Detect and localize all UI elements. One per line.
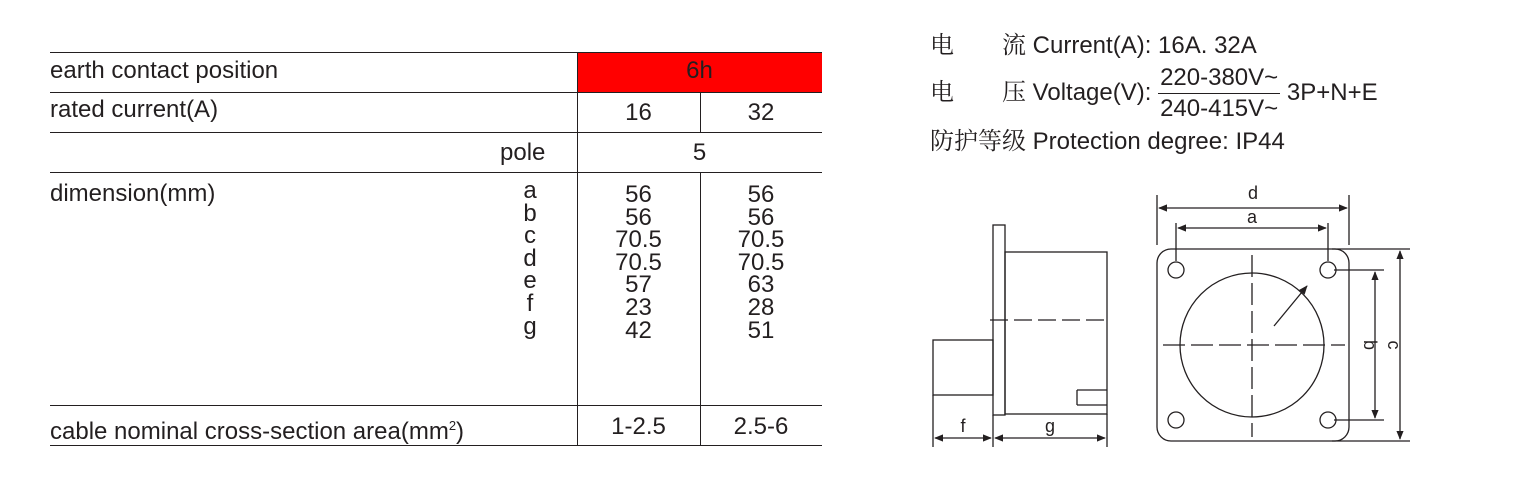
earth-contact-value: 6h xyxy=(686,57,713,84)
dimension-value: 56 xyxy=(747,181,775,208)
mounting-hole xyxy=(1320,412,1336,428)
dimension-value: 56 xyxy=(625,203,652,231)
dimension-value: 63 xyxy=(747,271,775,299)
rated-current-32: 32 xyxy=(747,99,775,126)
dimension-value: 51 xyxy=(747,316,775,344)
table-rule xyxy=(50,52,822,53)
front-view xyxy=(1157,195,1410,441)
voltage-config: 3P+N+E xyxy=(1286,78,1378,106)
voltage-cn-label: 电 压 xyxy=(930,77,1026,106)
rated-current-16: 16 xyxy=(625,99,652,126)
cable-area-16: 1-2.5 xyxy=(611,413,666,440)
table-rule xyxy=(50,172,822,173)
dimension-value: 56 xyxy=(625,181,652,208)
front-view-radius-pointer xyxy=(1274,286,1307,326)
earth-contact-label: earth contact position xyxy=(50,57,279,84)
table-rule xyxy=(50,405,822,406)
mounting-hole xyxy=(1320,262,1336,278)
dimension-value: 70.5 xyxy=(737,226,785,254)
side-view-cable-stub xyxy=(933,340,993,395)
protection-en-label: Protection degree: IP44 xyxy=(1032,128,1285,155)
table-rule xyxy=(50,445,822,446)
table-rule xyxy=(50,132,822,133)
dimension-value: 28 xyxy=(747,293,775,321)
cable-area-close: ) xyxy=(456,418,465,445)
dimension-letter: d xyxy=(523,244,537,272)
dimension-value: 42 xyxy=(625,316,652,344)
dimension-letter: b xyxy=(523,199,537,227)
current-spec xyxy=(930,30,1378,61)
dimension-value: 70.5 xyxy=(615,226,662,254)
dimension-letter: c xyxy=(524,222,536,250)
spec-table xyxy=(50,0,822,488)
dimension-value: 70.5 xyxy=(615,248,662,276)
voltage-en-label: Voltage(V): xyxy=(1032,78,1152,106)
spec-summary xyxy=(930,30,1378,157)
dimension-b-label: b xyxy=(1360,339,1380,351)
dimension-drawing xyxy=(920,175,1520,465)
cable-area-superscript: 2 xyxy=(448,418,457,433)
pole-value: 5 xyxy=(692,139,707,166)
dimension-value: 23 xyxy=(625,293,652,321)
current-cn-label: 电 流 xyxy=(930,31,1026,59)
dimension-c-label: c xyxy=(1384,340,1404,350)
voltage-spec xyxy=(930,63,1378,124)
voltage-fraction xyxy=(1158,63,1280,124)
protection-cn-label: 防护等级 xyxy=(930,127,1026,155)
dimension-letter: a xyxy=(523,177,537,204)
dimension-letter: f xyxy=(526,289,534,317)
mounting-hole xyxy=(1168,412,1184,428)
dimension-d-label: d xyxy=(1247,183,1259,203)
side-view xyxy=(933,225,1110,447)
cable-area-32: 2.5-6 xyxy=(733,413,789,440)
cable-area-label xyxy=(50,413,464,445)
dimension-letter: e xyxy=(523,267,537,295)
dimension-a-label: a xyxy=(1246,207,1258,227)
dimension-value: 57 xyxy=(625,271,652,299)
voltage-denominator: 240-415V~ xyxy=(1160,95,1279,122)
table-rule xyxy=(50,92,822,93)
dimension-letters xyxy=(515,177,545,340)
dimension-value: 56 xyxy=(747,203,775,231)
dimension-values-32a xyxy=(700,181,822,344)
dimension-values-16a xyxy=(577,181,700,344)
dimension-label: dimension(mm) xyxy=(50,180,216,207)
current-en-label: Current(A): 16A. 32A xyxy=(1032,32,1257,59)
dimension-g-label: g xyxy=(1044,416,1056,436)
dimension-f-label: f xyxy=(960,416,966,436)
voltage-numerator: 220-380V~ xyxy=(1158,63,1280,94)
mounting-hole xyxy=(1168,262,1184,278)
dimension-value: 70.5 xyxy=(737,248,785,276)
dimension-letter: g xyxy=(523,312,537,340)
pole-label: pole xyxy=(500,139,546,166)
cable-area-text: cable nominal cross-section area(mm xyxy=(50,418,449,445)
rated-current-label: rated current(A) xyxy=(50,96,219,123)
protection-spec xyxy=(930,126,1378,157)
